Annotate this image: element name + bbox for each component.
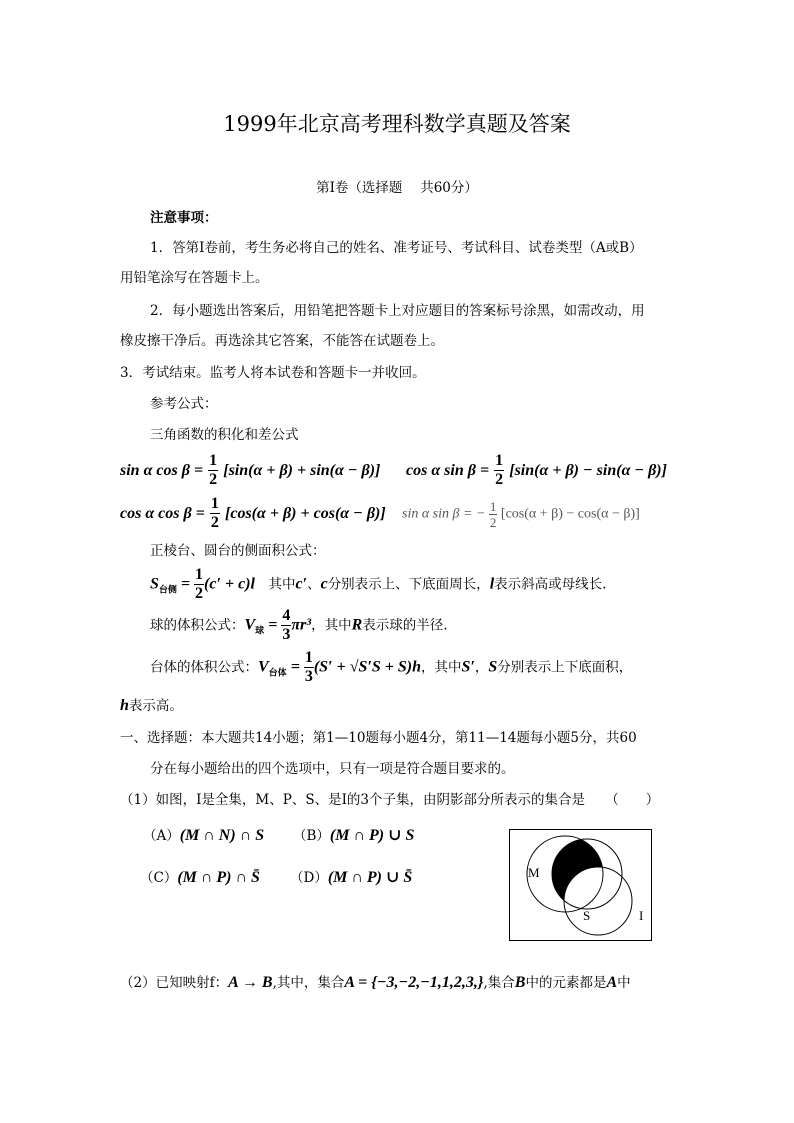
venn-diagram [509, 829, 652, 941]
fraction-numerator: 1 [495, 452, 504, 469]
question-2-text: ,集合 [483, 975, 515, 991]
fraction-denominator: 2 [489, 515, 497, 530]
notice-item-2-line-2: 橡皮擦干净后。再选涂其它答案，不能答在试题卷上。 [120, 333, 444, 349]
fraction-denominator: 3 [282, 626, 291, 643]
frustum-c: c [320, 575, 328, 593]
volume-desc: ，其中 [420, 659, 462, 676]
notice-item-1-line-2: 用铅笔涂写在答题卡上。 [120, 270, 269, 286]
frustum-heading: 正棱台、圆台的侧面积公式： [150, 543, 326, 559]
fraction-numerator: 1 [304, 649, 313, 666]
sphere-subscript: 球 [255, 625, 265, 636]
option-expression: (M ∩ P) ∪ S [329, 827, 415, 844]
option-expression: (M ∩ N) ∩ S [179, 827, 265, 844]
option-label: （B） [293, 828, 330, 844]
question-2-set-b: B [514, 974, 526, 991]
volume-S: S [488, 658, 498, 676]
fraction-denominator: 2 [495, 471, 504, 488]
question-2-text: 中 [617, 975, 631, 991]
fraction-denominator: 2 [210, 514, 219, 531]
frustum-c-prime: c′ [295, 575, 308, 593]
question-2-prefix: （2）已知映射f： [120, 975, 229, 991]
formula-lhs: sin α sin β = − [402, 506, 486, 522]
question-1-stem: （1）如图，I是全集，M、P、S、是I的3个子集，由阴影部分所表示的集合是 （ ） [120, 792, 660, 808]
question-1-option-a [143, 825, 264, 845]
fraction-numerator: 1 [195, 566, 204, 583]
frustum-desc: 其中 [254, 576, 296, 593]
part1-instructions-line-1: 一、选择题：本大题共14小题；第1—10题每小题4分，第11—14题每小题5分，共60 [120, 730, 637, 746]
trig-heading: 三角函数的积化和差公式 [150, 427, 299, 443]
formula-cos-cos [120, 496, 386, 531]
venn-label-p: P [583, 844, 591, 859]
frustum-formula [150, 567, 606, 602]
option-label: （C） [140, 870, 178, 886]
option-expression: (M ∩ P) ∩ S̄ [177, 869, 260, 886]
frustum-symbol: S [150, 575, 159, 593]
frustum-desc: 表示斜高或母线长. [494, 576, 607, 593]
sphere-desc: 表示球的半径. [362, 617, 448, 634]
option-expression: (M ∩ P) ∪ S̄ [327, 869, 413, 886]
frustum-subscript: 台侧 [158, 584, 177, 595]
frustum-l: l [489, 575, 495, 593]
question-1-option-c [140, 867, 260, 887]
formula-rhs: [cos(α + β) + cos(α − β)] [225, 505, 386, 522]
question-2-set-a-ref: A [606, 974, 618, 991]
formula-lhs: sin α cos β = [120, 462, 204, 479]
sphere-desc: ，其中 [311, 617, 352, 634]
volume-desc: ， [474, 659, 489, 676]
volume-desc: 分别表示上下底面积， [497, 659, 633, 676]
fraction-denominator: 2 [209, 471, 218, 488]
volume-rhs: (S′ + √S′S + S)h [313, 658, 421, 676]
question-1-option-d [290, 867, 412, 887]
sphere-symbol: V [244, 616, 256, 634]
volume-desc-line-2 [120, 697, 183, 715]
frustum-desc: 分别表示上、下底面周长， [327, 576, 490, 593]
sphere-formula: 球的体积公式：$V_球$ = $\frac{4}{3}$ πr³，其中R表示球的半径. [150, 607, 448, 643]
section-heading: 第Ⅰ卷（选择题 共60分） [316, 180, 478, 196]
venn-label-m: M [528, 865, 540, 880]
notice-heading: 注意事项： [150, 210, 218, 226]
volume-symbol: V [258, 658, 269, 676]
volume-S-prime: S′ [461, 658, 475, 676]
volume-desc: 表示高。 [128, 698, 183, 714]
venn-shaded-region [509, 829, 652, 941]
formula-rhs: [sin(α + β) − sin(α − β)] [509, 462, 667, 479]
formula-sin-sin [402, 500, 640, 529]
fraction-numerator: 1 [210, 495, 219, 512]
question-2-text: ,其中，集合 [272, 975, 345, 991]
formula-lhs: cos α cos β = [120, 505, 205, 522]
formula-sin-cos [120, 453, 380, 488]
frustum-volume-formula: 台体的体积公式：$V_{台体}$ = $\frac{1}{3}$ (S′ + √S′S + S)h，其中S′，S分别表示上下底面积， [150, 649, 633, 685]
notice-item-3: 3．考试结束。监考人将本试卷和答题卡一并收回。 [120, 365, 426, 381]
option-label: （A） [143, 828, 180, 844]
fraction-numerator: 1 [489, 499, 497, 514]
venn-label-s: S [583, 908, 591, 923]
fraction-denominator: 3 [304, 668, 313, 685]
frustum-desc: 、 [307, 576, 321, 593]
frustum-rhs: (c′ + c)l [204, 575, 255, 593]
notice-item-1-line-1: 1．答第Ⅰ卷前，考生务必将自己的姓名、准考证号、考试科目、试卷类型（A或B） [150, 240, 643, 256]
formula-cos-sin [406, 453, 667, 488]
page-title: 1999年北京高考理科数学真题及答案 [223, 112, 571, 136]
sphere-rhs: πr³ [291, 616, 312, 634]
formula-rhs: [sin(α + β) + sin(α − β)] [223, 462, 381, 479]
question-2-map: A → B [228, 974, 273, 991]
reference-heading: 参考公式： [150, 396, 218, 412]
volume-label: 台体的体积公式： [150, 659, 258, 676]
volume-h: h [120, 697, 129, 714]
sphere-label: 球的体积公式： [150, 617, 245, 634]
formula-rhs: [cos(α + β) − cos(α − β)] [500, 506, 640, 522]
question-2-set-a: A = {−3,−2,−1,1,2,3,} [344, 974, 484, 991]
question-2-stem [120, 972, 631, 992]
sphere-R: R [351, 616, 363, 634]
fraction-numerator: 1 [209, 452, 218, 469]
fraction-numerator: 4 [282, 607, 291, 624]
venn-label-i: I [639, 908, 644, 923]
part1-instructions-line-2: 分在每小题给出的四个选项中，只有一项是符合题目要求的。 [150, 761, 515, 777]
notice-item-2-line-1: 2．每小题选出答案后，用铅笔把答题卡上对应题目的答案标号涂黑，如需改动，用 [150, 303, 645, 319]
frustum-equals: = [176, 575, 195, 593]
question-2-text: 中的元素都是 [525, 975, 607, 991]
volume-subscript: 台体 [268, 667, 287, 678]
fraction-denominator: 2 [195, 585, 204, 602]
question-1-option-b [293, 825, 414, 845]
formula-lhs: cos α sin β = [406, 462, 490, 479]
option-label: （D） [290, 870, 328, 886]
